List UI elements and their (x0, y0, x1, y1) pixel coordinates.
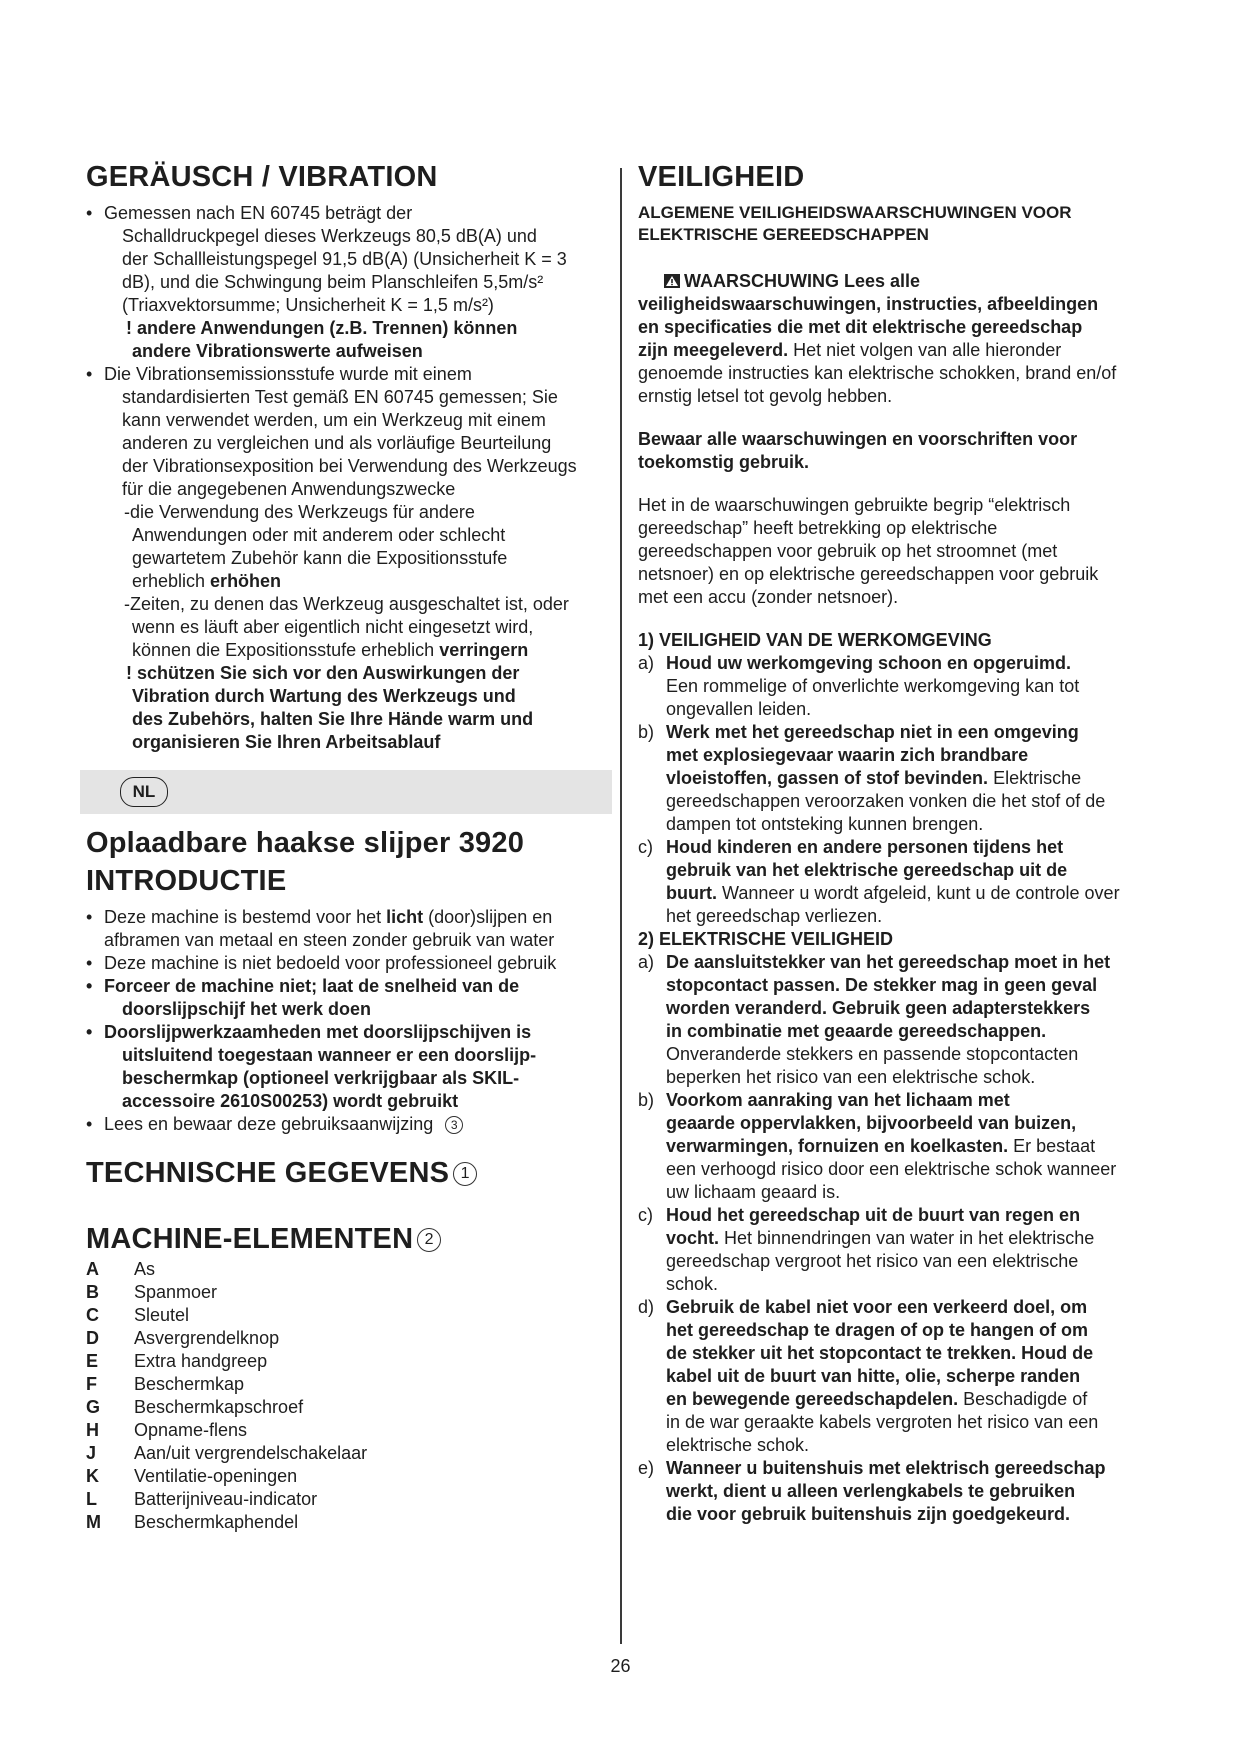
safety-heading: VEILIGHEID (638, 161, 805, 193)
part-letter: K (86, 1466, 99, 1486)
parts-list-row (86, 1396, 367, 1419)
column-divider (620, 168, 622, 1644)
list-item: • Deze machine is niet bedoeld voor professioneel gebruik (86, 952, 606, 975)
language-bar (80, 770, 612, 814)
part-name: Batterijniveau-indicator (134, 1489, 318, 1509)
noise-vibration-heading: GERÄUSCH / VIBRATION (86, 161, 438, 193)
general-warning: WAARSCHUWING Lees alle veiligheidswaarschuwingen, instructies, afbeeldingen en specificaties die met dit elektrische gereedschap zijn meegeleverd. Het niet volgen van alle hieronder genoemde instructies kan elektrische schokken, brand en/of ernstig letsel tot gevolg hebben. (638, 271, 1117, 406)
part-name: Ventilatie-openingen (134, 1466, 298, 1486)
part-letter: C (86, 1305, 99, 1325)
part-letter: G (86, 1397, 101, 1417)
part-name: Asvergrendelknop (134, 1328, 280, 1348)
parts-list-row (86, 1419, 367, 1442)
parts-list-row (86, 1304, 367, 1327)
list-item: b) Werk met het gereedschap niet in een omgeving met explosiegevaar waarin zich brandbare vloeistoffen, gassen of stof bevinden. Elektrische gereedschappen veroorzaken vonken die het stof of de dampen tot ontsteking kunnen brengen. (638, 722, 1106, 834)
list-item: a) De aansluitstekker van het gereedschap moet in het stopcontact passen. De stekker mag in geen geval worden veranderd. Gebruik geen adapterstekkers in combinatie met geaarde gereedschappen. Onveranderde stekkers en passende stopcontacten beperken het risico van een elektrische schok. (638, 952, 1111, 1087)
machine-elements-heading: MACHINE-ELEMENTEN 2 (86, 1222, 606, 1256)
vibration-detail-2: -Zeiten, zu denen das Werkzeug ausgeschaltet ist, oder wenn es läuft aber eigentlich nicht eingesetzt wird, können die Expositionsstufe erheblich verringern (124, 594, 569, 660)
list-item: • Gemessen nach EN 60745 beträgt der Schalldruckpegel dieses Werkzeugs 80,5 dB(A) und der Schallleistungspegel 91,5 dB(A) (Unsicherheit K = 3 dB), und die Schwingung beim Planschleifen 5,5m/s² (Triaxvektorsumme; Unsicherheit K = 1,5 m/s²) (86, 202, 606, 317)
parts-list-row (86, 1488, 367, 1511)
list-item: e) Wanneer u buitenshuis met elektrisch gereedschap werkt, dient u alleen verlengkabels te gebruiken die voor gebruik buitenshuis zijn goedgekeurd. (638, 1458, 1106, 1524)
part-letter: D (86, 1328, 99, 1348)
part-letter: F (86, 1374, 97, 1394)
figure-ref-3: 3 (445, 1116, 463, 1134)
page-number: 26 (610, 1656, 631, 1676)
vibration-warning-1: ! andere Anwendungen (z.B. Trennen) können andere Vibrationswerte aufweisen (126, 318, 518, 361)
left-column (86, 160, 606, 1534)
figure-ref-1: 1 (453, 1162, 477, 1186)
parts-list-row (86, 1350, 367, 1373)
parts-list-row (86, 1327, 367, 1350)
part-letter: M (86, 1512, 101, 1532)
part-name: Sleutel (134, 1305, 190, 1325)
technical-data-heading: TECHNISCHE GEGEVENS 1 (86, 1156, 606, 1190)
warning-triangle-icon (664, 271, 680, 285)
list-item: • Deze machine is bestemd voor het licht (door)slijpen en afbramen van metaal en steen zonder gebruik van water (86, 906, 606, 952)
intro-list (86, 906, 606, 1136)
part-letter: J (86, 1443, 97, 1463)
parts-list-row (86, 1281, 367, 1304)
part-name: Opname-flens (134, 1420, 248, 1440)
list-item: • Doorslijpwerkzaamheden met doorslijpschijven is uitsluitend toegestaan wanneer er een doorslijp- beschermkap (optioneel verkrijgbaar als SKIL- accessoire 2610S00253) wordt gebruikt (86, 1021, 606, 1113)
part-name: Spanmoer (134, 1282, 218, 1302)
section-electrical-safety: 2) ELEKTRISCHE VEILIGHEID (638, 929, 894, 949)
product-title: Oplaadbare haakse slijper 3920 (86, 827, 525, 859)
vibration-detail-1: -die Verwendung des Werkzeugs für andere Anwendungen oder mit anderem oder schlecht gewartetem Zubehör kann die Expositionsstufe erheblich erhöhen (124, 502, 508, 591)
list-item: d) Gebruik de kabel niet voor een verkeerd doel, om het gereedschap te dragen of op te hangen of om de stekker uit het stopcontact te trekken. Houd de kabel uit de buurt van hitte, olie, scherpe randen en bewegende gereedschapdelen. Beschadigde of in de war geraakte kabels vergroten het risico van een elektrische schok. (638, 1297, 1099, 1455)
introduction-heading: INTRODUCTIE (86, 865, 287, 897)
parts-list-row (86, 1258, 367, 1281)
list-item: c) Houd het gereedschap uit de buurt van regen en vocht. Het binnendringen van water in het elektrische gereedschap vergroot het risico van een elektrische schok. (638, 1205, 1095, 1294)
noise-list (86, 202, 606, 317)
part-letter: E (86, 1351, 99, 1371)
parts-list-row (86, 1465, 367, 1488)
parts-list-row (86, 1442, 367, 1465)
list-item: • Die Vibrationsemissionsstufe wurde mit einem standardisierten Test gemäß EN 60745 gemessen; Sie kann verwendet werden, um ein Werkzeug mit einem anderen zu vergleichen und als vorläufige Beurteilung der Vibrationsexposition bei Verwendung des Werkzeugs für die angegebenen Anwendungszwecke (86, 363, 606, 501)
term-definition: Het in de waarschuwingen gebruikte begrip “elektrisch gereedschap” heeft betrekking op elektrische gereedschappen voor gebruik op het stroomnet (met netsnoer) en op elektrische gereedschappen voor gebruik met een accu (zonder netsnoer). (638, 495, 1099, 607)
vibration-warning-2: ! schützen Sie sich vor den Auswirkungen der Vibration durch Wartung des Werkzeugs und des Zubehörs, halten Sie Ihre Hände warm und organisieren Sie Ihren Arbeitsablauf (126, 663, 534, 752)
part-name: Beschermkaphendel (134, 1512, 299, 1532)
parts-list (86, 1258, 367, 1534)
list-item: • Lees en bewaar deze gebruiksaanwijzing 3 (86, 1113, 606, 1136)
part-name: Beschermkapschroef (134, 1397, 304, 1417)
language-badge: NL (120, 777, 168, 807)
part-name: As (134, 1259, 156, 1279)
part-name: Aan/uit vergrendelschakelaar (134, 1443, 368, 1463)
right-column (638, 160, 1158, 1526)
part-name: Extra handgreep (134, 1351, 268, 1371)
list-item: b) Voorkom aanraking van het lichaam met geaarde oppervlakken, bijvoorbeeld van buizen, verwarmingen, fornuizen en koelkasten. Er bestaat een verhoogd risico door een elektrische schok wanneer uw lichaam geaard is. (638, 1090, 1117, 1202)
keep-instructions: Bewaar alle waarschuwingen en voorschriften voor toekomstig gebruik. (638, 429, 1078, 472)
list-item: a) Houd uw werkomgeving schoon en opgeruimd. Een rommelige of onverlichte werkomgeving kan tot ongevallen leiden. (638, 653, 1080, 719)
section-work-area-safety: 1) VEILIGHEID VAN DE WERKOMGEVING (638, 630, 992, 650)
list-item: c) Houd kinderen en andere personen tijdens het gebruik van het elektrische gereedschap uit de buurt. Wanneer u wordt afgeleid, kunt u de controle over het gereedschap verliezen. (638, 837, 1120, 926)
part-name: Beschermkap (134, 1374, 245, 1394)
part-letter: A (86, 1259, 99, 1279)
figure-ref-2: 2 (417, 1228, 441, 1252)
parts-list-row (86, 1511, 367, 1534)
list-item: • Forceer de machine niet; laat de snelheid van de doorslijpschijf het werk doen (86, 975, 606, 1021)
part-letter: B (86, 1282, 99, 1302)
safety-subheading: ALGEMENE VEILIGHEIDSWAARSCHUWINGEN VOOR ELEKTRISCHE GEREEDSCHAPPEN (638, 203, 1072, 244)
part-letter: H (86, 1420, 99, 1440)
parts-list-row (86, 1373, 367, 1396)
part-letter: L (86, 1489, 97, 1509)
